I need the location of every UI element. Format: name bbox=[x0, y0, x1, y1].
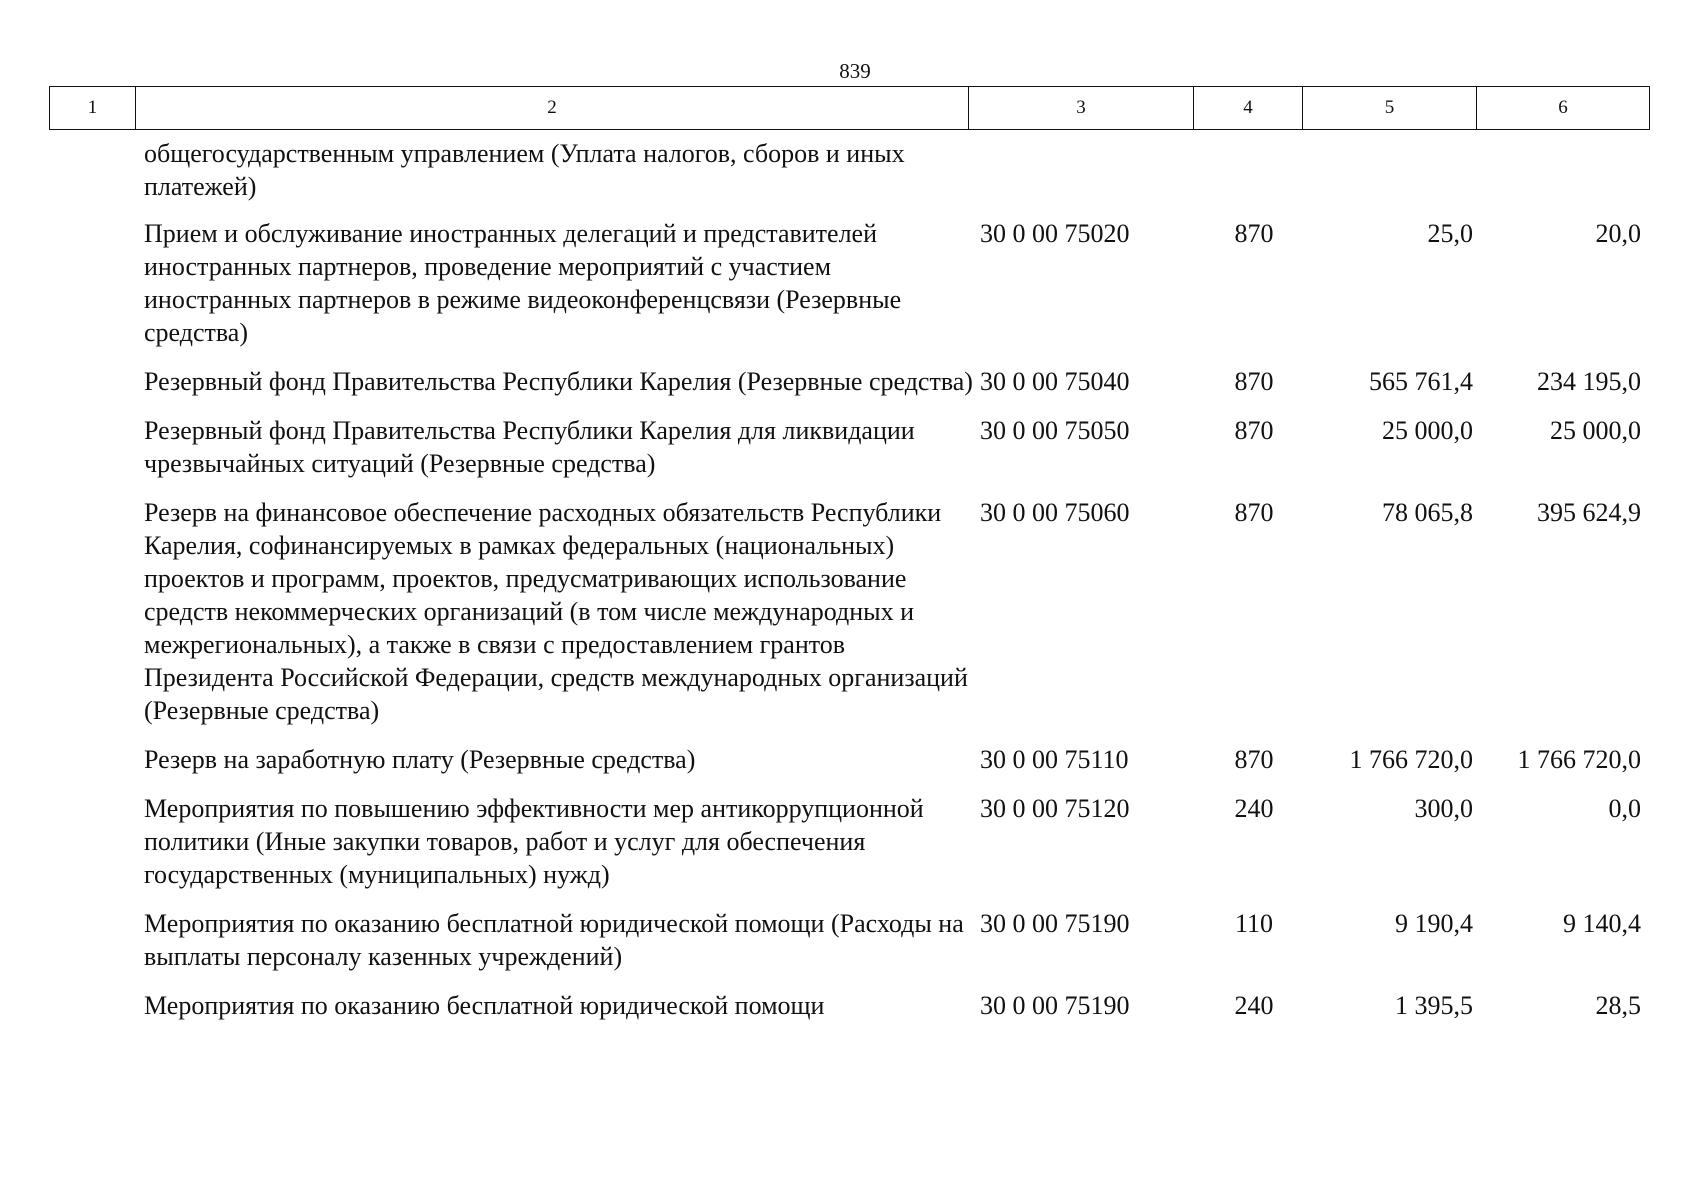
row-description: Прием и обслуживание иностранных делегаций и представителей иностранных партнеров, проведение мероприятий с участием иностранных партнеров в режиме видеоконференцсвязи (Резервные средства) bbox=[144, 219, 902, 347]
column-header-3: 3 bbox=[969, 87, 1194, 130]
row-code: 30 0 00 75190 bbox=[980, 909, 1130, 938]
row-value-5: 25 000,0 bbox=[1382, 416, 1473, 445]
row-value-5: 565 761,4 bbox=[1369, 367, 1473, 396]
row-description: Резервный фонд Правительства Республики Карелия (Резервные средства) bbox=[144, 367, 973, 396]
row-value-6: 234 195,0 bbox=[1537, 367, 1641, 396]
table-row bbox=[49, 907, 1649, 973]
column-header-4: 4 bbox=[1194, 87, 1303, 130]
table-row bbox=[49, 414, 1649, 480]
row-value-6: 20,0 bbox=[1595, 219, 1641, 248]
row-description: Мероприятия по оказанию бесплатной юридической помощи bbox=[144, 991, 825, 1020]
row-value-5: 25,0 bbox=[1427, 219, 1473, 248]
table-row bbox=[49, 496, 1649, 727]
row-code: 30 0 00 75110 bbox=[980, 745, 1129, 774]
row-expense-type: 240 bbox=[1234, 991, 1274, 1020]
column-header-5: 5 bbox=[1303, 87, 1477, 130]
row-code: 30 0 00 75190 bbox=[980, 991, 1130, 1020]
row-expense-type: 870 bbox=[1234, 219, 1274, 248]
row-expense-type: 110 bbox=[1234, 909, 1274, 938]
row-expense-type: 870 bbox=[1234, 367, 1274, 396]
table-row bbox=[49, 217, 1649, 349]
row-expense-type: 870 bbox=[1234, 498, 1274, 527]
column-header-row bbox=[49, 86, 1650, 130]
row-value-6: 1 766 720,0 bbox=[1517, 745, 1641, 774]
row-code: 30 0 00 75060 bbox=[980, 498, 1130, 527]
row-value-6: 0,0 bbox=[1608, 794, 1641, 823]
row-value-5 bbox=[1309, 137, 1482, 203]
budget-table-body bbox=[49, 137, 1649, 1038]
row-value-5: 78 065,8 bbox=[1382, 498, 1473, 527]
row-code bbox=[974, 137, 1199, 203]
row-description: Резерв на заработную плату (Резервные средства) bbox=[144, 745, 696, 774]
row-value-6: 9 140,4 bbox=[1563, 909, 1641, 938]
row-description: Резерв на финансовое обеспечение расходных обязательств Республики Карелия, софинансируемых в рамках федеральных (национальных) проектов и программ, проектов, предусматривающих использование средств некоммерческих организаций (в том числе международных и межрегиональных), а также в связи с предоставлением грантов Президента Российской Федерации, средств международных организаций (Резервные средства) bbox=[144, 498, 968, 725]
row-expense-type bbox=[1199, 137, 1309, 203]
row-expense-type: 870 bbox=[1234, 416, 1274, 445]
row-value-5: 300,0 bbox=[1414, 794, 1473, 823]
row-expense-type: 240 bbox=[1234, 794, 1274, 823]
row-value-6: 395 624,9 bbox=[1537, 498, 1641, 527]
row-description: Мероприятия по повышению эффективности мер антикоррупционной политики (Иные закупки товаров, работ и услуг для обеспечения государственных (муниципальных) нужд) bbox=[144, 794, 924, 889]
page-number: 839 bbox=[839, 59, 871, 83]
row-value-6: 28,5 bbox=[1595, 991, 1641, 1020]
row-description: Мероприятия по оказанию бесплатной юридической помощи (Расходы на выплаты персоналу казенных учреждений) bbox=[144, 909, 964, 971]
column-header-6: 6 bbox=[1477, 87, 1650, 130]
table-row bbox=[49, 365, 1649, 398]
row-value-6 bbox=[1482, 137, 1649, 203]
column-header-2: 2 bbox=[136, 87, 969, 130]
row-value-5: 9 190,4 bbox=[1395, 909, 1473, 938]
row-code: 30 0 00 75020 bbox=[980, 219, 1130, 248]
row-expense-type: 870 bbox=[1234, 745, 1274, 774]
row-value-5: 1 395,5 bbox=[1395, 991, 1473, 1020]
table-row bbox=[49, 743, 1649, 776]
row-value-6: 25 000,0 bbox=[1550, 416, 1641, 445]
row-code: 30 0 00 75050 bbox=[980, 416, 1130, 445]
row-code: 30 0 00 75120 bbox=[980, 794, 1130, 823]
table-row bbox=[49, 137, 1649, 203]
row-description: Резервный фонд Правительства Республики Карелия для ликвидации чрезвычайных ситуаций (Резервные средства) bbox=[144, 416, 915, 478]
row-description: общегосударственным управлением (Уплата налогов, сборов и иных платежей) bbox=[144, 139, 905, 201]
column-header-1: 1 bbox=[50, 87, 136, 130]
row-code: 30 0 00 75040 bbox=[980, 367, 1130, 396]
table-row bbox=[49, 792, 1649, 891]
table-row bbox=[49, 989, 1649, 1022]
row-value-5: 1 766 720,0 bbox=[1349, 745, 1473, 774]
